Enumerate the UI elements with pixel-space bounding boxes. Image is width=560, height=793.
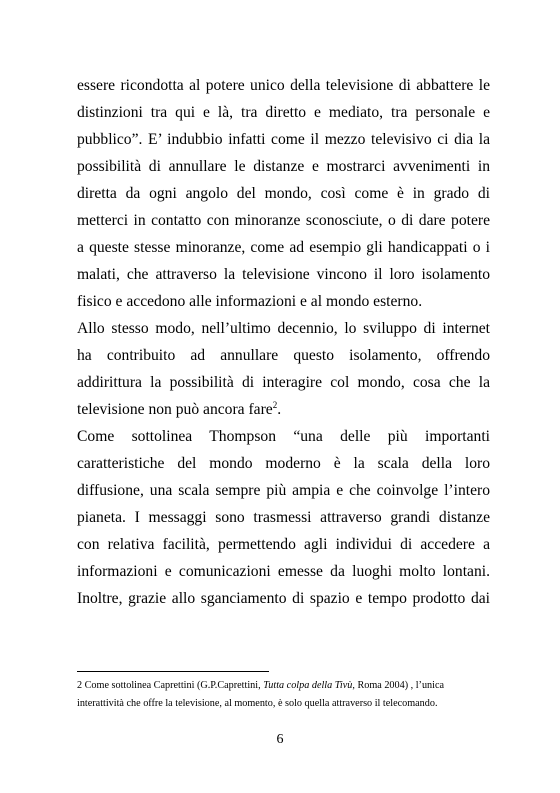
footnote-book-title: Tutta colpa della Tivù [263,680,353,691]
body-text-line: pianeta. I messaggi sono trasmessi attraverso grandi distanze [77,509,490,526]
body-text-line: Allo stesso modo, nell’ultimo decennio, lo sviluppo di internet [77,320,490,337]
footnote-line: interattività che offre la televisione, al momento, è solo quella attraverso il telecomando. [77,698,438,709]
body-text-line: caratteristiche del mondo moderno è la scala della loro [77,455,490,472]
sentence-end: . [277,401,282,418]
body-text-line: diretta da ogni angolo del mondo, così come è in grado di [77,185,490,202]
body-text-line: Inoltre, grazie allo sganciamento di spazio e tempo prodotto dai [77,590,490,607]
body-text-line-with-footnote [77,401,490,419]
body-text-line: Come sottolinea Thompson “una delle più importanti [77,428,490,445]
footnote-text: 2 Come sottolinea Caprettini (G.P.Caprettini, [77,680,264,691]
body-text: televisione non può ancora fare [77,401,273,418]
body-text-line: pubblico”. E’ indubbio infatti come il mezzo televisivo ci dia la [77,131,490,148]
body-text-line: distinzioni tra qui e là, tra diretto e mediato, tra personale e [77,104,490,121]
page-number: 6 [276,732,284,747]
body-text-line: informazioni e comunicazioni emesse da luoghi molto lontani. [77,563,490,580]
body-text-line: ha contribuito ad annullare questo isolamento, offrendo [77,347,490,364]
footnote-line [77,679,497,692]
body-text-line: addirittura la possibilità di interagire col mondo, cosa che la [77,374,490,391]
footnote-text: , Roma 2004) , l’unica [352,680,445,691]
body-text-line: possibilità di annullare le distanze e mostrarci avvenimenti in [77,158,490,175]
body-text-line: diffusione, una scala sempre più ampia e che coinvolge l’intero [77,482,490,499]
footnote-separator [77,671,269,672]
body-text-line: a queste stesse minoranze, come ad esempio gli handicappati o i [77,239,490,256]
body-text-line: con relativa facilità, permettendo agli individui di accedere a [77,536,490,553]
body-text-line: metterci in contatto con minoranze sconosciute, o di dare potere [77,212,490,229]
body-text-line: essere ricondotta al potere unico della televisione di abbattere le [77,77,490,94]
body-text-line: fisico e accedono alle informazioni e al mondo esterno. [77,293,423,310]
body-text-line: malati, che attraverso la televisione vincono il loro isolamento [77,266,490,283]
footnote-reference: 2 [272,400,278,410]
